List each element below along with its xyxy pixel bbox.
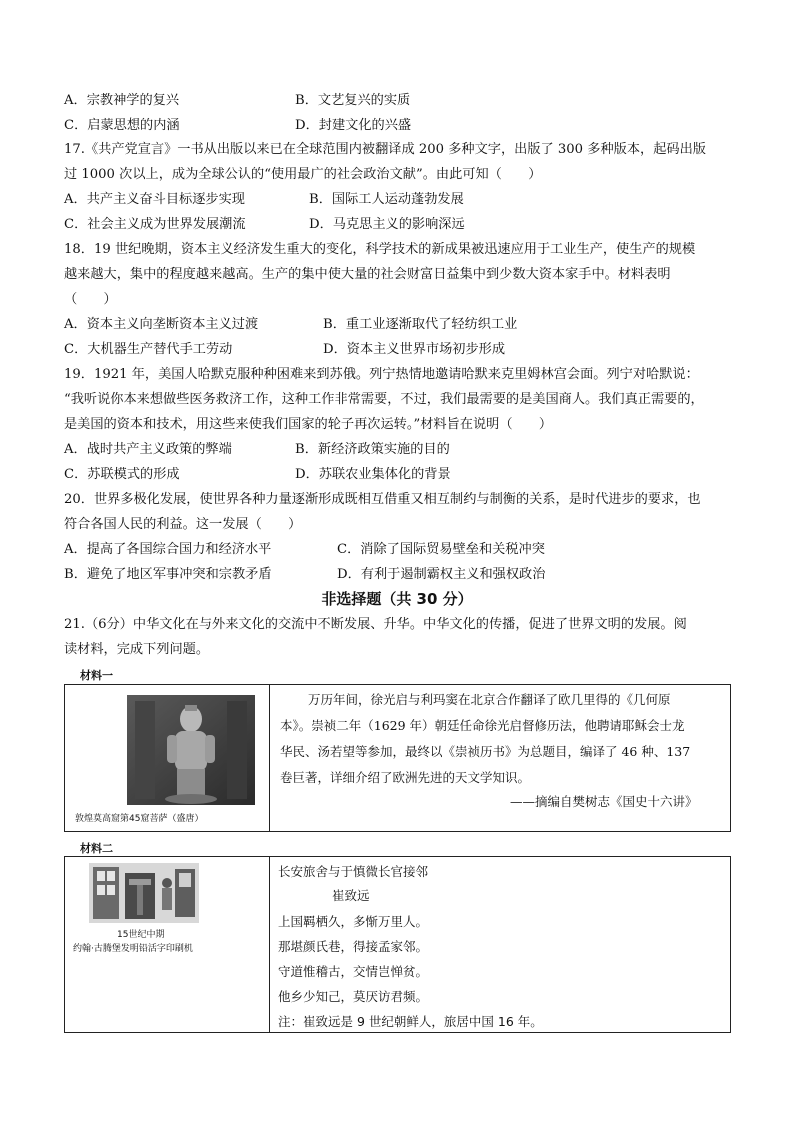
material2-image-cell bbox=[65, 857, 270, 1033]
poem-line1: 上国羁栖久，多惭万里人。 bbox=[278, 914, 429, 929]
poem-title: 长安旅舍与于慎微长官接邻 bbox=[278, 864, 429, 879]
q19-stem-line1: 19．1921 年，美国人哈默克服种种困难来到苏俄。列宁热情地邀请哈默来克里姆林宫会面。列宁对哈默说： bbox=[64, 367, 699, 382]
section-title: 非选择题（共 30 分） bbox=[321, 590, 473, 608]
q19-option-d: D．苏联农业集体化的背景 bbox=[295, 467, 451, 482]
q19-stem-line3: 是美国的资本和技术，用这些来使我们国家的轮子再次运转。”材料旨在说明（ ） bbox=[64, 417, 553, 432]
q18-stem-line1: 18．19 世纪晚期，资本主义经济发生重大的变化，科学技术的新成果被迅速应用于工业生产，使生产的规模 bbox=[64, 242, 696, 257]
q16-option-d: D．封建文化的兴盛 bbox=[295, 118, 412, 133]
q18-option-b: B．重工业逐渐取代了轻纺织工业 bbox=[323, 317, 518, 332]
q16-option-c: C．启蒙思想的内涵 bbox=[64, 118, 180, 133]
poem-line4: 他乡少知己，莫厌访君频。 bbox=[278, 989, 429, 1004]
q19-option-b: B．新经济政策实施的目的 bbox=[295, 442, 450, 457]
material1-text-line1: 万历年间，徐光启与利玛窦在北京合作翻译了欧几里得的《几何原 bbox=[308, 692, 671, 707]
material2-label: 材料二 bbox=[80, 842, 113, 855]
q21-stem-line2: 读材料，完成下列问题。 bbox=[64, 642, 210, 657]
q17-stem-line1: 17.《共产党宣言》一书从出版以来已在全球范围内被翻译成 200 多种文字，出版了 300 多种版本，起码出版 bbox=[64, 142, 706, 157]
material1-text-line2: 本》。崇祯二年（1629 年）朝廷任命徐光启督修历法，他聘请耶稣会士龙 bbox=[280, 718, 685, 733]
material2-text-cell bbox=[270, 857, 731, 1033]
q18-stem-line3: （ ） bbox=[64, 292, 117, 307]
material1-text-line3: 华民、汤若望等参加，最终以《崇祯历书》为总题目，编译了 46 种、137 bbox=[280, 744, 691, 759]
q16-option-b: B．文艺复兴的实质 bbox=[295, 93, 411, 108]
q16-option-a: A．宗教神学的复兴 bbox=[64, 93, 180, 108]
q17-option-d: D．马克思主义的影响深远 bbox=[309, 217, 465, 232]
bodhisattva-statue-image bbox=[127, 695, 255, 805]
material1-source: ——摘编自樊树志《国史十六讲》 bbox=[510, 794, 698, 809]
q18-option-a: A．资本主义向垄断资本主义过渡 bbox=[64, 317, 259, 332]
q20-option-b: B．避免了地区军事冲突和宗教矛盾 bbox=[64, 567, 272, 582]
poem-line3: 守道惟稽古，交情岂惮贫。 bbox=[278, 964, 429, 979]
material2-table bbox=[64, 856, 731, 1033]
q18-option-d: D．资本主义世界市场初步形成 bbox=[323, 342, 506, 357]
q20-stem-line1: 20．世界多极化发展，使世界各种力量逐渐形成既相互借重又相互制约与制衡的关系，是时代进步的要求，也 bbox=[64, 492, 701, 507]
q17-option-c: C．社会主义成为世界发展潮流 bbox=[64, 217, 246, 232]
material1-image-caption: 敦煌莫高窟第45窟菩萨（盛唐） bbox=[75, 814, 204, 824]
q19-stem-line2: “我听说你本来想做些医务救济工作，这种工作非常需要，不过，我们最需要的是美国商人。我们真正需要的， bbox=[64, 392, 704, 407]
poem-line2: 那堪颜氏巷，得接孟家邻。 bbox=[278, 939, 429, 954]
material1-image-cell bbox=[65, 685, 270, 832]
q17-option-b: B．国际工人运动蓬勃发展 bbox=[309, 192, 464, 207]
q20-option-a: A．提高了各国综合国力和经济水平 bbox=[64, 542, 272, 557]
q17-stem-line2: 过 1000 次以上，成为全球公认的“使用最广的社会政治文献”。由此可知（ ） bbox=[64, 167, 542, 182]
material1-text-line4: 卷巨著，详细介绍了欧洲先进的天文学知识。 bbox=[280, 770, 531, 785]
material2-caption-line1: 15世纪中期 bbox=[117, 930, 165, 940]
poem-author: 崔致远 bbox=[332, 888, 370, 903]
material2-caption-line2: 约翰·古腾堡发明铅活字印刷机 bbox=[73, 944, 193, 954]
q18-stem-line2: 越来越大，集中的程度越来越高。生产的集中使大量的社会财富日益集中到少数大资本家手中。材料表明 bbox=[64, 267, 671, 282]
q19-option-c: C．苏联模式的形成 bbox=[64, 467, 180, 482]
q19-option-a: A．战时共产主义政策的弊端 bbox=[64, 442, 232, 457]
q20-stem-line2: 符合各国人民的利益。这一发展（ ） bbox=[64, 517, 302, 532]
printing-press-image bbox=[89, 863, 199, 923]
q20-option-c: C．消除了国际贸易壁垒和关税冲突 bbox=[337, 542, 545, 557]
material1-label: 材料一 bbox=[80, 669, 113, 682]
material1-text-cell bbox=[270, 685, 731, 832]
q21-stem-line1: 21.（6分）中华文化在与外来文化的交流中不断发展、升华。中华文化的传播，促进了世界文明的发展。阅 bbox=[64, 617, 687, 632]
q18-option-c: C．大机器生产替代手工劳动 bbox=[64, 342, 233, 357]
material1-table bbox=[64, 684, 731, 832]
poem-note: 注：崔致远是 9 世纪朝鲜人，旅居中国 16 年。 bbox=[278, 1014, 543, 1029]
q17-option-a: A．共产主义奋斗目标逐步实现 bbox=[64, 192, 245, 207]
q20-option-d: D．有利于遏制霸权主义和强权政治 bbox=[337, 567, 546, 582]
